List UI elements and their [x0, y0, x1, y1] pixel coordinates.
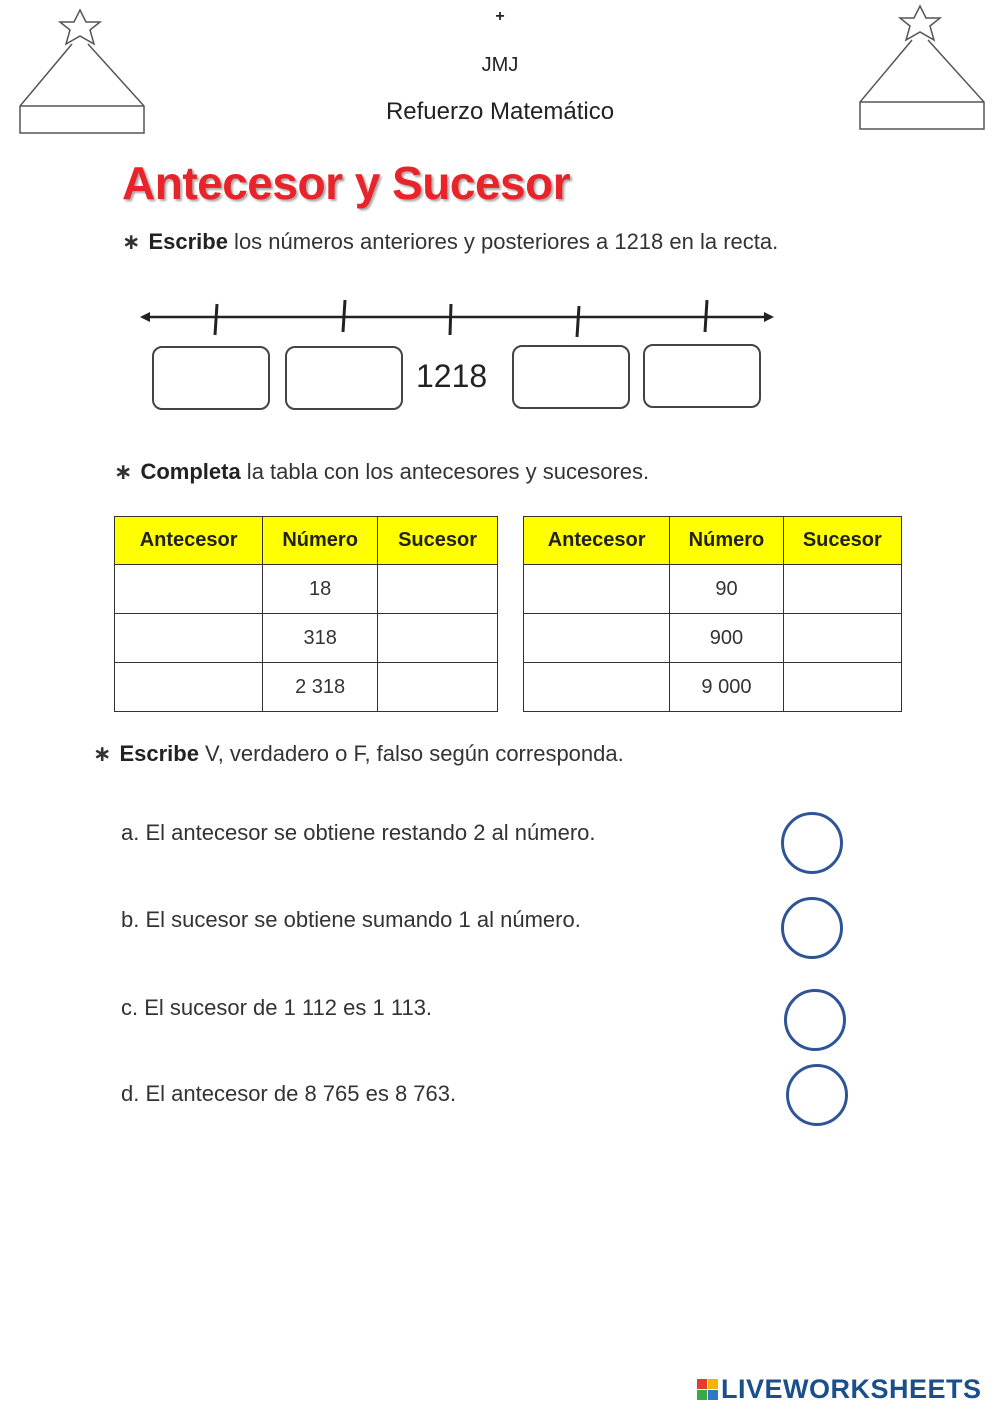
header-subtitle: Refuerzo Matemático: [385, 98, 615, 125]
answer-box-4[interactable]: [643, 344, 761, 408]
table-row: [115, 663, 498, 712]
tick-mark: [215, 304, 217, 335]
sucesor-input-cell[interactable]: [783, 663, 901, 712]
header-numero: Número: [670, 517, 783, 565]
asterisk-icon: ∗: [114, 459, 133, 484]
center-number: 1218: [416, 358, 488, 394]
sucesor-input-cell[interactable]: [783, 565, 901, 614]
antecesor-input-cell[interactable]: [524, 663, 670, 712]
antecesor-input-cell[interactable]: [115, 663, 263, 712]
answer-circle-d[interactable]: [786, 1064, 848, 1126]
instruction-verb: Completa: [140, 459, 241, 484]
tick-mark: [577, 306, 579, 337]
statement-b: b. El sucesor se obtiene sumando 1 al número.: [121, 907, 581, 932]
number-cell: 2 318: [263, 663, 378, 712]
table-row: [524, 565, 902, 614]
asterisk-icon: ∗: [93, 741, 112, 766]
statement-a: a. El antecesor se obtiene restando 2 al número.: [121, 820, 596, 845]
answer-circle-c[interactable]: [784, 989, 846, 1051]
table-row: [115, 565, 498, 614]
tick-mark: [705, 300, 707, 332]
header-sucesor: Sucesor: [783, 517, 901, 565]
antecesor-input-cell[interactable]: [524, 614, 670, 663]
right-table: [523, 516, 902, 712]
sucesor-input-cell[interactable]: [378, 565, 498, 614]
instruction-text: los números anteriores y posteriores a 1218 en la recta.: [227, 229, 779, 254]
arrow-left-icon: [140, 312, 150, 322]
answer-box-2[interactable]: [285, 346, 403, 410]
antecesor-input-cell[interactable]: [524, 565, 670, 614]
header-cross: +: [495, 8, 505, 25]
instruction-verb: Escribe: [119, 741, 199, 766]
page-title: Antecesor y Sucesor: [122, 157, 571, 209]
number-cell: 90: [670, 565, 783, 614]
arrow-right-icon: [764, 312, 774, 322]
logo-text: LIVEWORKSHEETS: [721, 1374, 982, 1404]
tick-mark: [343, 300, 345, 332]
header-sucesor: Sucesor: [378, 517, 498, 565]
header-antecesor: Antecesor: [524, 517, 670, 565]
instruction-text: V, verdadero o F, falso según corresponda.: [198, 741, 624, 766]
liveworksheets-logo-icon: [697, 1379, 718, 1400]
header-jmj: JMJ: [481, 54, 519, 76]
instruction-text: la tabla con los antecesores y sucesores.: [240, 459, 650, 484]
header-numero: Número: [263, 517, 378, 565]
sucesor-input-cell[interactable]: [378, 663, 498, 712]
asterisk-icon: ∗: [122, 229, 141, 254]
instruction-verb: Escribe: [148, 229, 228, 254]
number-cell: 318: [263, 614, 378, 663]
answer-box-1[interactable]: [152, 346, 270, 410]
liveworksheets-logo: [697, 1374, 982, 1405]
instruction-number-line: [122, 229, 778, 255]
header-antecesor: Antecesor: [115, 517, 263, 565]
answer-box-3[interactable]: [512, 345, 630, 409]
tick-mark: [450, 304, 451, 335]
table-row: [524, 614, 902, 663]
statement-d: d. El antecesor de 8 765 es 8 763.: [121, 1081, 457, 1106]
instruction-true-false: [93, 741, 624, 767]
table-row: [524, 663, 902, 712]
statement-c: c. El sucesor de 1 112 es 1 113.: [121, 995, 433, 1020]
number-cell: 18: [263, 565, 378, 614]
sucesor-input-cell[interactable]: [783, 614, 901, 663]
antecesor-input-cell[interactable]: [115, 565, 263, 614]
left-table: [114, 516, 498, 712]
sucesor-input-cell[interactable]: [378, 614, 498, 663]
number-line: [130, 290, 790, 340]
table-row: [115, 614, 498, 663]
number-cell: 9 000: [670, 663, 783, 712]
antecesor-input-cell[interactable]: [115, 614, 263, 663]
answer-circle-a[interactable]: [781, 812, 843, 874]
number-cell: 900: [670, 614, 783, 663]
instruction-table: [114, 459, 649, 485]
answer-circle-b[interactable]: [781, 897, 843, 959]
